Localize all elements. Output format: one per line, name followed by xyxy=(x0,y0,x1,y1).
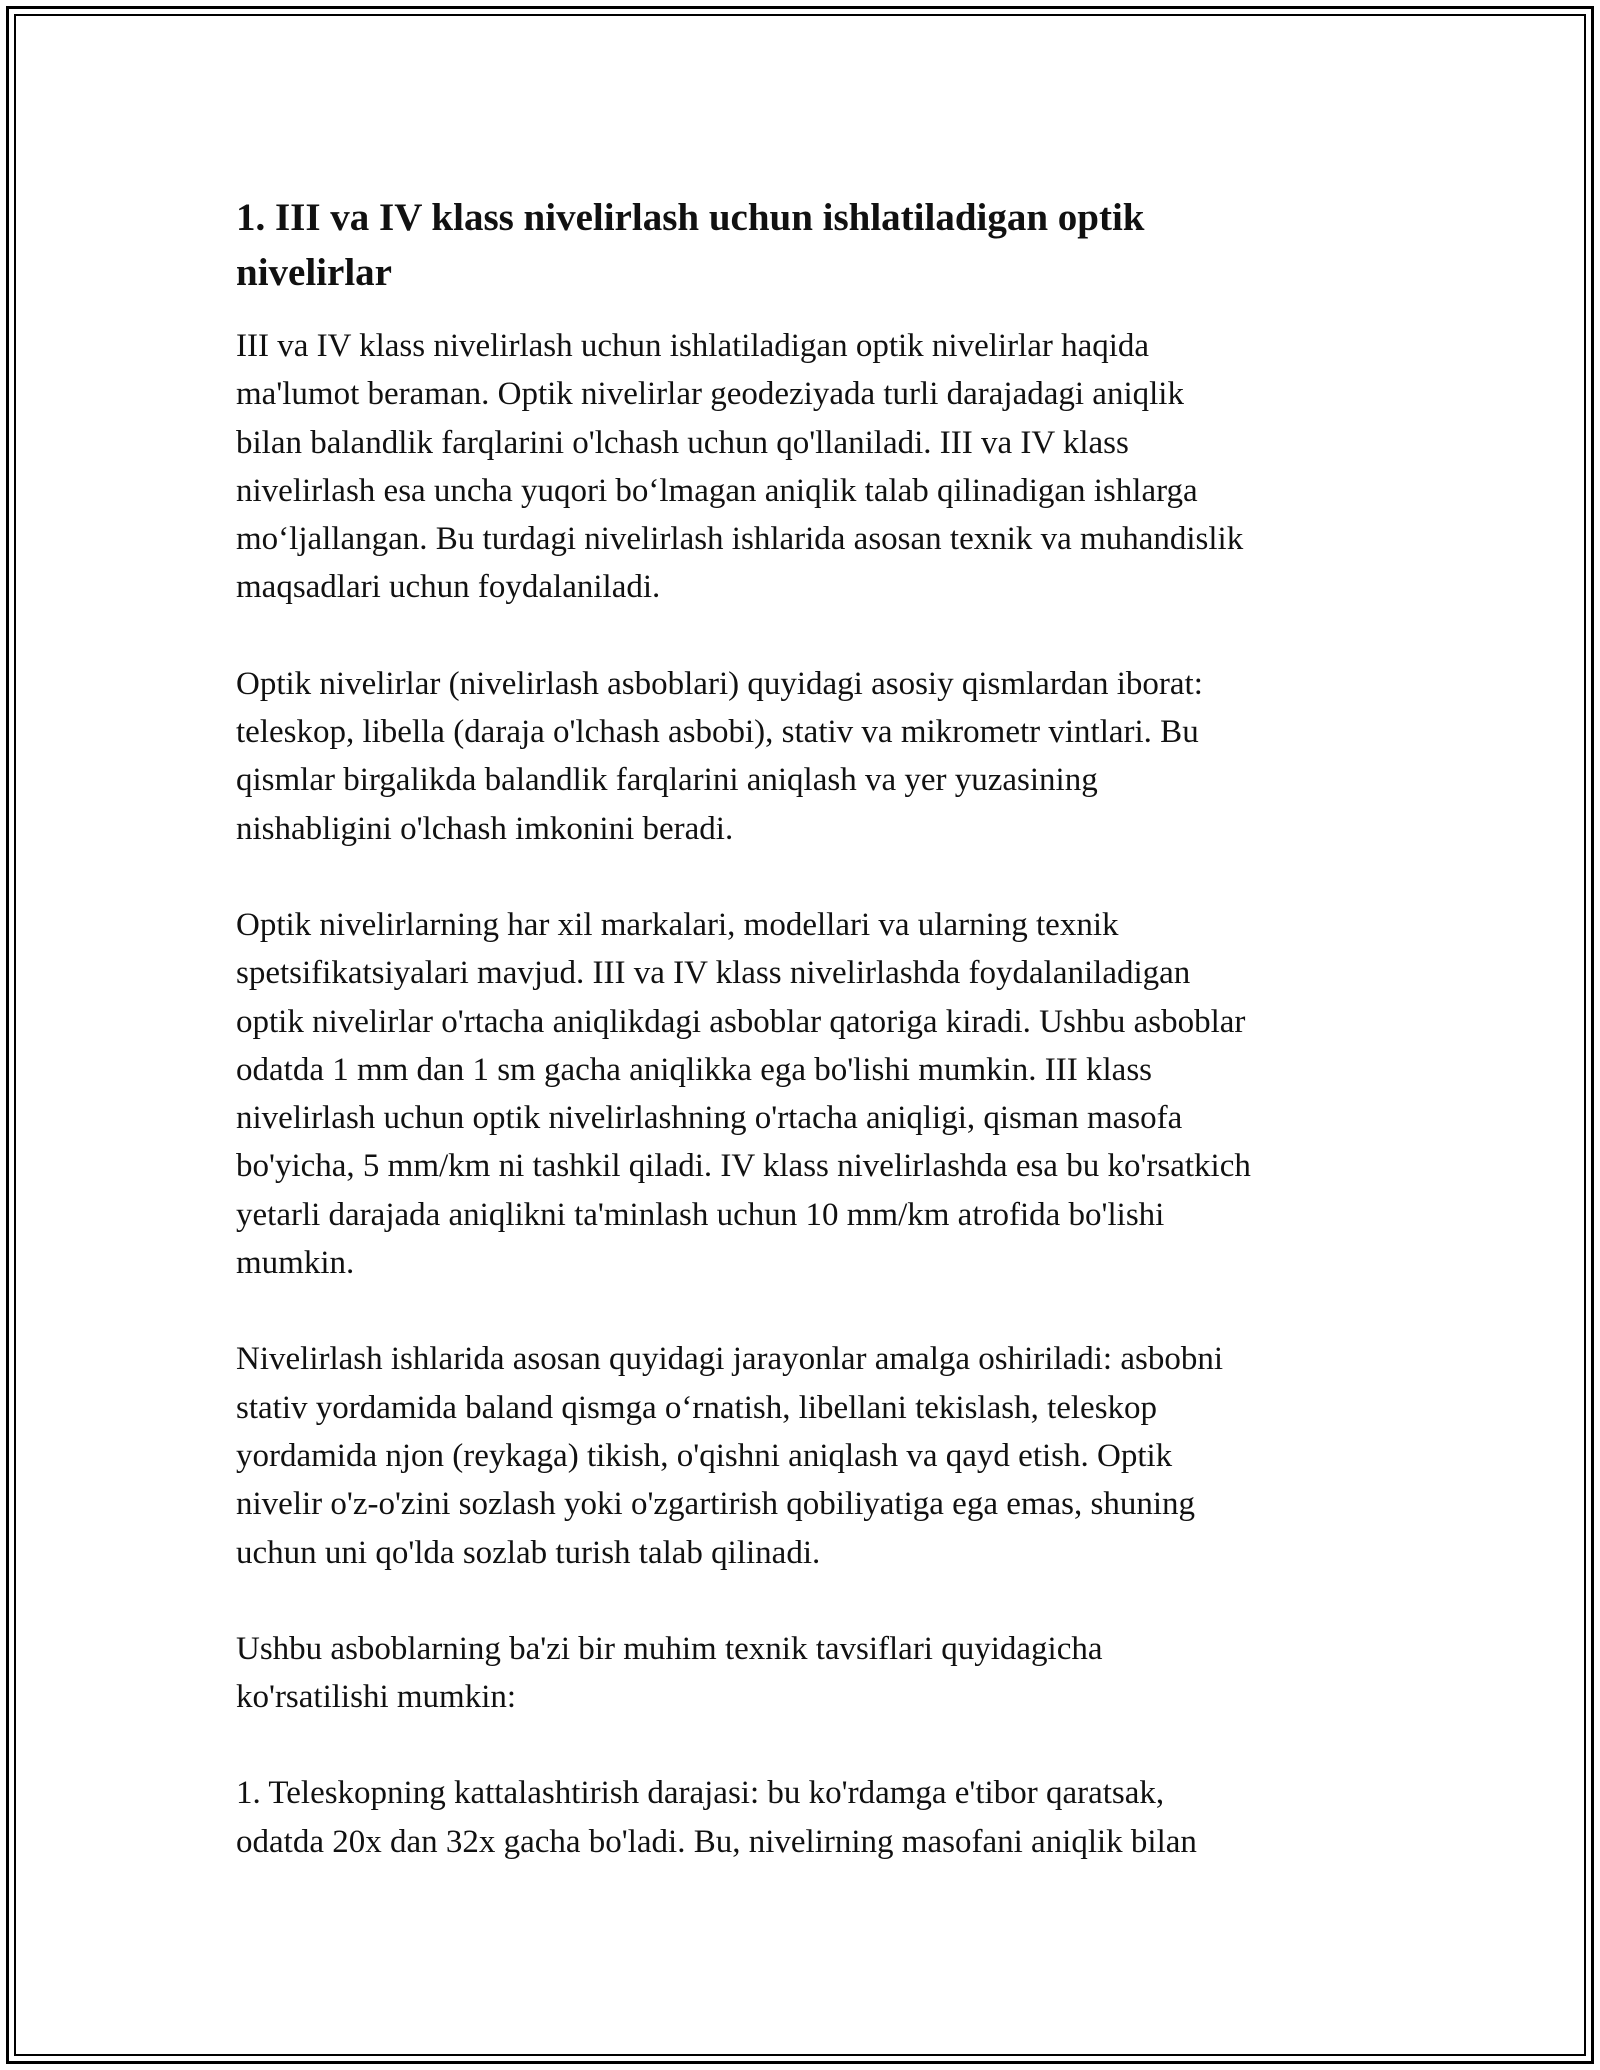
paragraph-specs-intro: Ushbu asboblarning ba'zi bir muhim texnik tavsiflari quyidagicha ko'rsatilishi mumkin: xyxy=(236,1630,1103,1716)
paragraph-accuracy: Optik nivelirlarning har xil markalari, modellari va ularning texnik spetsifikatsiyalari mavjud. III va IV klass nivelirlashda foydalaniladigan optik nivelirlar o'rtacha aniqlikdagi asboblar qatoriga kiradi. Ushbu asboblar odatda 1 mm dan 1 sm gacha aniqlikka ega bo'lishi mumkin. III klass nivelirlash uchun optik nivelirlashning o'rtacha aniqligi, qisman masofa bo'yicha, 5 mm/km ni tashkil qiladi. IV klass nivelirlashda esa bu ko'rsatkich yetarli darajada aniqlikni ta'minlash uchun 10 mm/km atrofida bo'lishi mumkin. xyxy=(236,906,1251,1282)
document-title: 1. III va IV klass nivelirlash uchun ishlatiladigan optik nivelirlar xyxy=(236,196,1145,294)
paragraph-intro: III va IV klass nivelirlash uchun ishlatiladigan optik nivelirlar haqida ma'lumot beraman. Optik nivelirlar geodeziyada turli darajadagi aniqlik bilan balandlik farqlarini o'lchash uchun qo'llaniladi. III va IV klass nivelirlash esa uncha yuqori bo‘lmagan aniqlik talab qilinadigan ishlarga mo‘ljallangan. Bu turdagi nivelirlash ishlarida asosan texnik va muhandislik maqsadlari uchun foydalaniladi. xyxy=(236,328,1244,606)
paragraph-process: Nivelirlash ishlarida asosan quyidagi jarayonlar amalga oshiriladi: asbobni stativ yordamida baland qismga o‘rnatish, libellani tekislash, teleskop yordamida njon (reykaga) tikish, o'qishni aniqlash va qayd etish. Optik nivelir o'z-o'zini sozlash yoki o'zgartirish qobiliyatiga ega emas, shuning uchun uni qo'lda sozlab turish talab qilinadi. xyxy=(236,1341,1223,1571)
paragraph-spec-item-1: 1. Teleskopning kattalashtirish darajasi: bu ko'rdamga e'tibor qaratsak, odatda 20x dan 32x gacha bo'ladi. Bu, nivelirning masofani aniqlik bilan xyxy=(236,1775,1197,1860)
paragraph-components: Optik nivelirlar (nivelirlash asboblari) quyidagi asosiy qismlardan iborat: teleskop, libella (daraja o'lchash asbobi), stativ va mikrometr vintlari. Bu qismlar birgalikda balandlik farqlarini aniqlash va yer yuzasining nishabligini o'lchash imkonini beradi. xyxy=(236,665,1203,847)
document-body xyxy=(236,190,1376,1914)
